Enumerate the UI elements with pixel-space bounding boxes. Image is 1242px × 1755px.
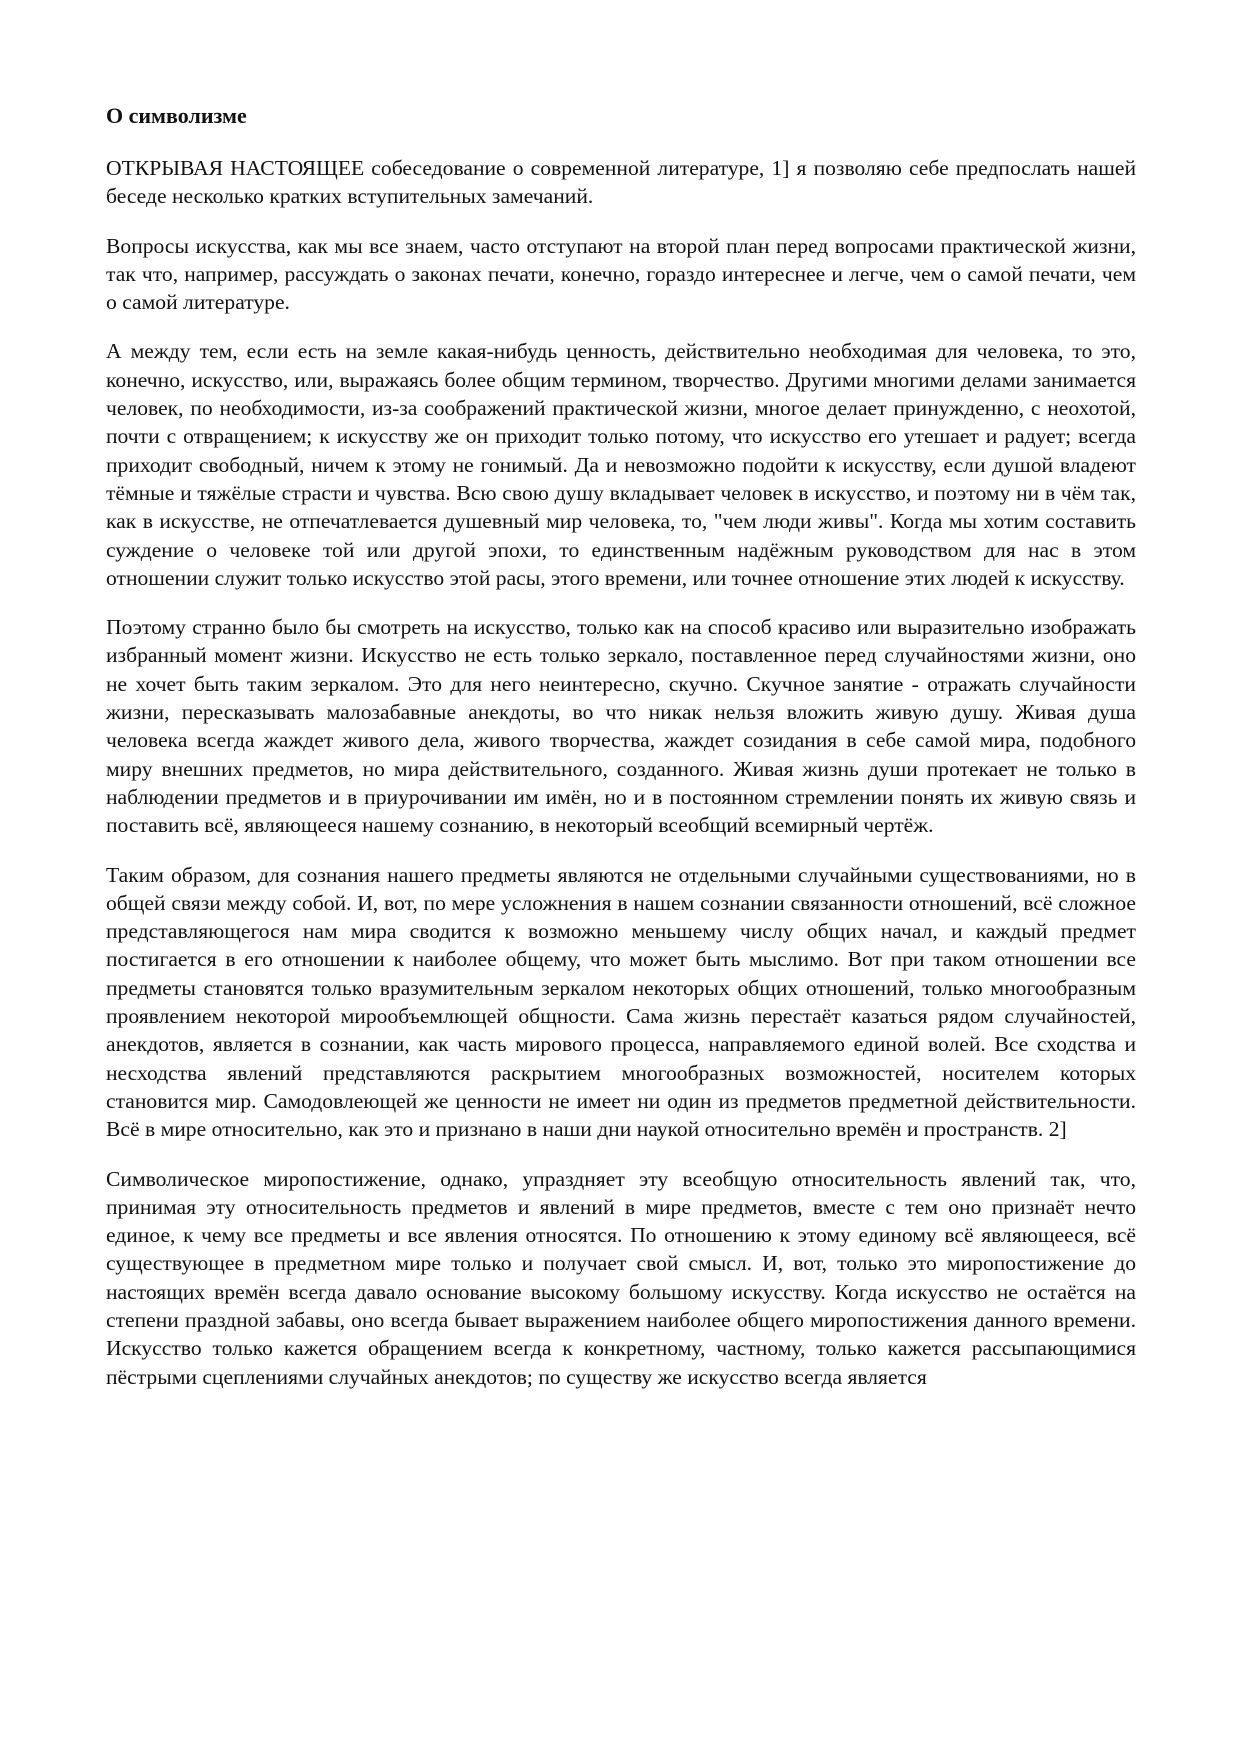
paragraph-6: Символическое миропостижение, однако, упраздняет эту всеобщую относительность явлений так, что, принимая эту относительность предметов и явлений в мире предметов, вместе с тем оно признаёт нечто единое, к чему все предметы и все явления относятся. По отношению к этому единому всё являющееся, всё существующее в предметном мире только и получает свой смысл. И, вот, только это миропостижение до настоящих времён всегда давало основание высокому большому искусству. Когда искусство не остаётся на степени праздной забавы, оно всегда бывает выражением наиболее общего миропостижения данного времени. Искусство только кажется обращением всегда к конкретному, частному, только кажется рассыпающимися пёстрыми сцеплениями случайных анекдотов; по существу же искусство всегда является — [106, 1166, 1136, 1389]
paragraph-4: Поэтому странно было бы смотреть на искусство, только как на способ красиво или выразительно изображать избранный момент жизни. Искусство не есть только зеркало, поставленное перед случайностями жизни, оно не хочет быть таким зеркалом. Это для него неинтересно, скучно. Скучное занятие - отражать случайности жизни, пересказывать малозабавные анекдоты, во что никак нельзя вложить живую душу. Живая душа человека всегда жаждет живого дела, живого творчества, жаждет созидания в себе самой мира, подобного миру внешних предметов, но мира действительного, созданного. Живая жизнь души протекает не только в наблюдении предметов и в приурочивании им имён, но и в постоянном стремлении понять их живую связь и поставить всё, являющееся нашему сознанию, в некоторый всеобщий всемирный чертёж. — [106, 615, 1136, 838]
paragraph-2: Вопросы искусства, как мы все знаем, часто отступают на второй план перед вопросами практической жизни, так что, например, рассуждать о законах печати, конечно, гораздо интереснее и легче, чем о самой печати, чем о самой литературе. — [106, 233, 1136, 315]
paragraph-3: А между тем, если есть на земле какая-нибудь ценность, действительно необходимая для человека, то это, конечно, искусство, или, выражаясь более общим термином, творчество. Другими многими делами занимается человек, по необходимости, из-за соображений практической жизни, многое делает принужденно, с неохотой, почти с отвращением; к искусству же он приходит только потому, что искусство его утешает и радует; всегда приходит свободный, ничем к этому не гонимый. Да и невозможно подойти к искусству, если душой владеют тёмные и тяжёлые страсти и чувства. Всю свою душу вкладывает человек в искусство, и поэтому ни в чём так, как в искусстве, не отпечатлевается душевный мир человека, то, "чем люди живы". Когда мы хотим составить суждение о человеке той или другой эпохи, то единственным надёжным руководством для нас в этом отношении служит только искусство этой расы, этого времени, или точнее отношение этих людей к искусству. — [106, 339, 1136, 590]
paragraph-5: Таким образом, для сознания нашего предметы являются не отдельными случайными существованиями, но в общей связи между собой. И, вот, по мере усложнения в нашем сознании связанности отношений, всё сложное представляющегося нам мира сводится к возможно меньшему числу общих начал, и каждый предмет постигается в его отношении к наиболее общему, что может быть мыслимо. Вот при таком отношении все предметы становятся только вразумительным зеркалом некоторых общих отношений, только многообразным проявлением некоторой мирообъемлющей общности. Сама жизнь перестаёт казаться рядом случайностей, анекдотов, является в сознании, как часть мирового процесса, направляемого единой волей. Все сходства и несходства явлений представляются раскрытием многообразных возможностей, носителем которых становится мир. Самодовлеющей же ценности не имеет ни один из предметов предметной действительности. Всё в мире относительно, как это и признано в наши дни наукой относительно времён и пространств. 2] — [106, 862, 1136, 1142]
document-title: О символизме — [106, 103, 247, 128]
paragraph-1: ОТКРЫВАЯ НАСТОЯЩЕЕ собеседование о современной литературе, 1] я позволяю себе предпослать нашей беседе несколько кратких вступительных замечаний. — [106, 156, 1136, 209]
